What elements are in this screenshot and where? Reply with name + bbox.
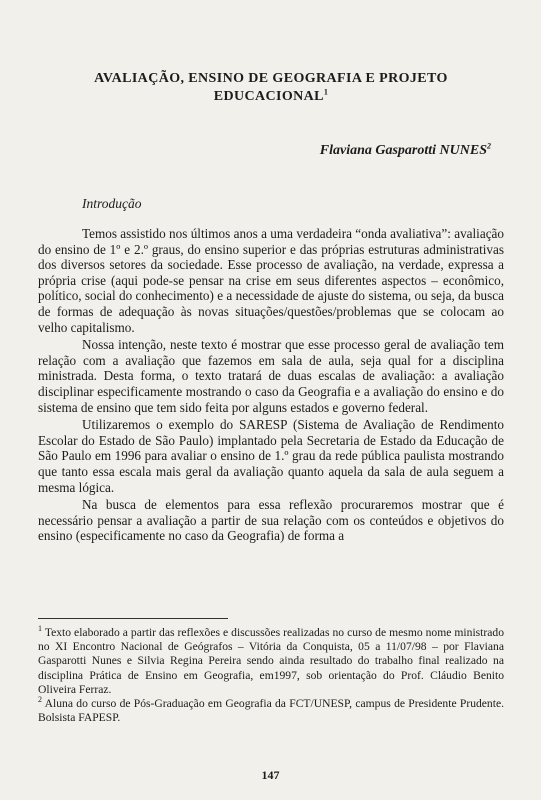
footnote-text: Texto elaborado a partir das reflexões e discussões realizadas no curso de mesmo nome ministrado no XI Encontro Nacional de Geógrafos – Vitória da Conquista, 05 a 11/07/98 – por Flaviana Gasparotti Nunes e Silvia Regina Pereira sendo ainda resultado do trabalho final realizado na disciplina Prática de Ensino em Geografia, em1997, sob orientação do Prof. Cláudio Benito Oliveira Ferraz. — [38, 626, 504, 696]
footnote — [38, 626, 504, 697]
paragraph: Utilizaremos o exemplo do SARESP (Sistema de Avaliação de Rendimento Escolar do Estado de São Paulo) implantado pela Secretaria de Estado da Educação de São Paulo em 1996 para avaliar o ensino de 1.º grau da rede pública paulista mostrando que tanto essa escala mais geral da avaliação quanto aquela da sala de aula seguem a mesma lógica. — [38, 417, 504, 495]
page-number: 147 — [261, 768, 280, 782]
title-footnote-mark: 1 — [323, 87, 329, 97]
article-title — [40, 70, 502, 106]
footnote-text: Aluna do curso de Pós-Graduação em Geografia da FCT/UNESP, campus de Presidente Prudente. Bolsista FAPESP. — [38, 697, 504, 725]
paragraph: Nossa intenção, neste texto é mostrar que esse processo geral de avaliação tem relação com a avaliação que fazemos em sala de aula, seja qual for a disciplina ministrada. Desta forma, o texto tratará de duas escalas de avaliação: a avaliação disciplinar especificamente mostrando o caso da Geografia e a avaliação do ensino e do sistema de ensino que tem sido feita por alguns estados e governo federal. — [38, 337, 504, 415]
footnotes — [38, 626, 504, 725]
author-line — [320, 143, 491, 159]
footnote — [38, 697, 504, 725]
article-title-text: AVALIAÇÃO, ENSINO DE GEOGRAFIA E PROJETO EDUCACIONAL — [94, 71, 448, 104]
body-text — [38, 226, 504, 544]
paragraph: Temos assistido nos últimos anos a uma verdadeira “onda avaliativa”: avaliação do ensino de 1º e 2.º graus, do ensino superior e das próprias estruturas administrativas dos diversos setores da sociedade. Esse processo de avaliação, na verdade, expressa a própria crise (aqui pode-se pensar na crise em seus diferentes aspectos – econômico, político, social do conhecimento) e a necessidade de ajuste do sistema, ou seja, da busca de formas de adequação às novas situações/questões/problemas que se colocam ao velho capitalismo. — [38, 226, 504, 335]
footnote-mark: 1 — [38, 624, 42, 634]
footnote-mark: 2 — [38, 695, 42, 705]
paragraph: Na busca de elementos para essa reflexão procuraremos mostrar que é necessário pensar a avaliação a partir de sua relação com os conteúdos e objetivos do ensino (especificamente no caso da Geografia) de forma a — [38, 497, 504, 544]
footnote-divider — [38, 618, 228, 619]
section-heading: Introdução — [82, 196, 142, 211]
author-name: Flaviana Gasparotti NUNES — [319, 143, 487, 158]
author-footnote-mark: 2 — [487, 141, 491, 151]
